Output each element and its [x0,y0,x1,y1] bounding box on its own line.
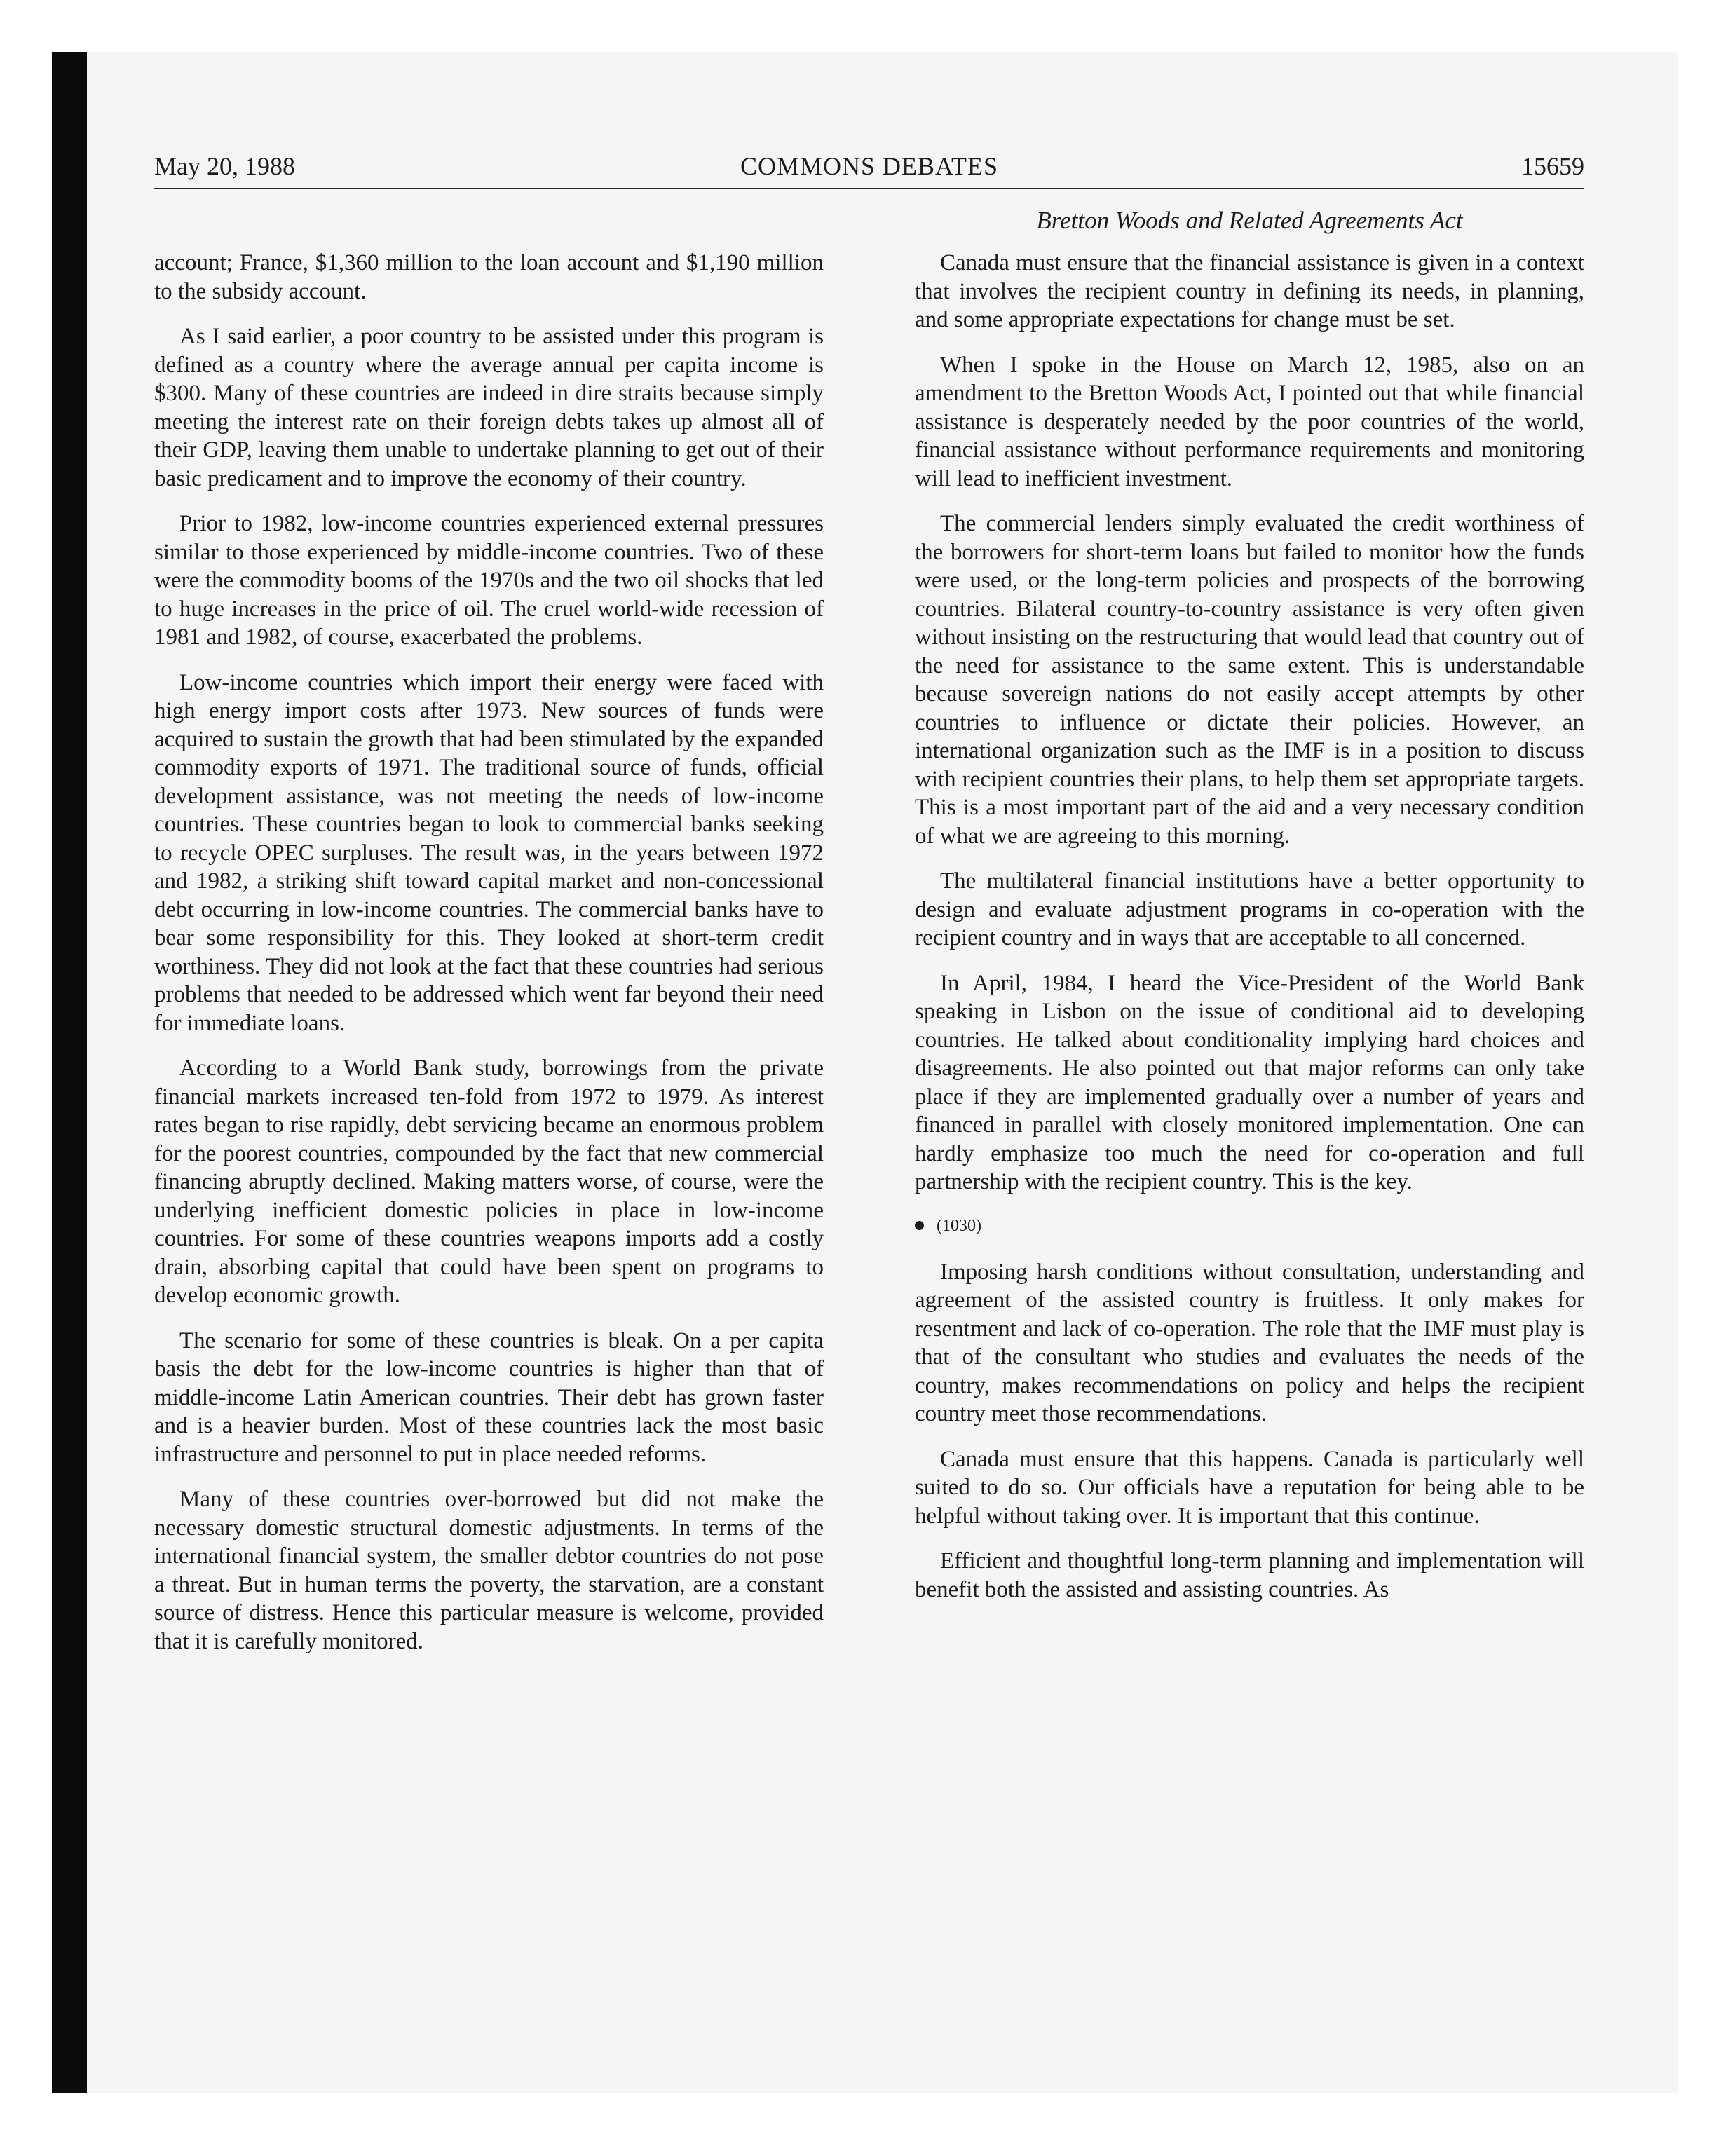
left-column [154,249,824,1672]
publication-title: COMMONS DEBATES [740,152,999,180]
time-marker-label: (1030) [937,1216,981,1235]
paragraph: Canada must ensure that the financial assistance is given in a context that involves the recipient country in defining its needs, in planning, and some appropriate expectations for change must be set. [915,250,1584,332]
paragraph: Efficient and thoughtful long-term planning and implementation will benefit both the assisted and assisting countries. As [915,1548,1584,1602]
paragraph: Many of these countries over-borrowed but did not make the necessary domestic structural domestic adjustments. In terms of the international financial system, the smaller debtor countries do not pose a threat. But in human terms the poverty, the starvation, are a constant source of distress. Hence this particular measure is welcome, provided that it is carefully monitored. [154,1487,824,1654]
scan-binding-edge [52,52,87,2093]
running-header [154,151,1584,186]
time-marker [915,1215,1584,1237]
paragraph: Canada must ensure that this happens. Canada is particularly well suited to do so. Our officials have a reputation for being able to be helpful without taking over. It is important that this continue. [915,1446,1584,1529]
hansard-page [154,151,1584,2043]
paragraph: The multilateral financial institutions have a better opportunity to design and evaluate adjustment programs in co-operation with the recipient country and in ways that are acceptable to all concerned. [915,868,1584,950]
act-title: Bretton Woods and Related Agreements Act [1036,207,1463,234]
bullet-icon [915,1221,924,1230]
paragraph: Low-income countries which import their energy were faced with high energy import costs after 1973. New sources of funds were acquired to sustain the growth that had been stimulated by the expanded commodity exports of 1971. The traditional source of funds, official development assistance, was not meeting the needs of low-income countries. These countries began to look to commercial banks seeking to recycle OPEC surpluses. The result was, in the years between 1972 and 1982, a striking shift toward capital market and non-concessional debt occurring in low-income countries. The commercial banks have to bear some responsibility for this. They looked at short-term credit worthiness. They did not look at the fact that these countries had serious problems that needed to be addressed which went far beyond their need for immediate loans. [154,669,824,1036]
paragraph: Prior to 1982, low-income countries experienced external pressures similar to those experienced by middle-income countries. Two of these were the commodity booms of the 1970s and the two oil shocks that led to huge increases in the price of oil. The cruel world-wide recession of 1981 and 1982, of course, exacerbated the problems. [154,511,824,650]
sitting-date: May 20, 1988 [154,152,295,180]
paragraph: account; France, $1,360 million to the loan account and $1,190 million to the subsidy account. [154,250,824,304]
page-number: 15659 [1521,152,1584,180]
paragraph: As I said earlier, a poor country to be assisted under this program is defined as a country where the average annual per capita income is $300. Many of these countries are indeed in dire straits because simply meeting the interest rate on their foreign debts takes up almost all of their GDP, leaving them unable to undertake planning to get out of their basic predicament and to improve the economy of their country. [154,324,824,491]
header-rule [154,188,1584,189]
paragraph: According to a World Bank study, borrowings from the private financial markets increased ten-fold from 1972 to 1979. As interest rates began to rise rapidly, debt servicing became an enormous problem for the poorest countries, compounded by the fact that new commercial financing abruptly declined. Making matters worse, of course, were the underlying inefficient domestic policies in place in low-income countries. For some of these countries weapons imports add a costly drain, absorbing capital that could have been spent on programs to develop economic growth. [154,1056,824,1308]
right-column [915,249,1584,1621]
paragraph: In April, 1984, I heard the Vice-President of the World Bank speaking in Lisbon on the issue of conditional aid to developing countries. He talked about conditionality implying hard choices and disagreements. He also pointed out that major reforms can only take place if they are implemented gradually over a number of years and financed in parallel with closely monitored implementation. One can hardly emphasize too much the need for co-operation and full partnership with the recipient country. This is the key. [915,970,1584,1194]
paragraph: Imposing harsh conditions without consultation, understanding and agreement of the assisted country is fruitless. It only makes for resentment and lack of co-operation. The role that the IMF must play is that of the consultant who studies and evaluates the needs of the country, makes recommendations on policy and helps the recipient country meet those recommendations. [915,1259,1584,1426]
paragraph: The commercial lenders simply evaluated the credit worthiness of the borrowers for short-term loans but failed to monitor how the funds were used, or the long-term policies and prospects of the borrowing countries. Bilateral country-to-country assistance is very often given without insisting on the restructuring that would lead that country out of the need for assistance to the same extent. This is understandable because sovereign nations do not easily accept attempts by other countries to influence or dictate their policies. However, an international organization such as the IMF is in a position to discuss with recipient countries their plans, to help them set appropriate targets. This is a most important part of the aid and a very necessary condition of what we are agreeing to this morning. [915,511,1584,849]
paragraph: The scenario for some of these countries is bleak. On a per capita basis the debt for the low-income countries is higher than that of middle-income Latin American countries. Their debt has grown faster and is a heavier burden. Most of these countries lack the most basic infrastructure and personnel to put in place needed reforms. [154,1328,824,1467]
paragraph: When I spoke in the House on March 12, 1985, also on an amendment to the Bretton Woods Act, I pointed out that while financial assistance is desperately needed by the poor countries of the world, financial assistance without performance requirements and monitoring will lead to inefficient investment. [915,352,1584,491]
